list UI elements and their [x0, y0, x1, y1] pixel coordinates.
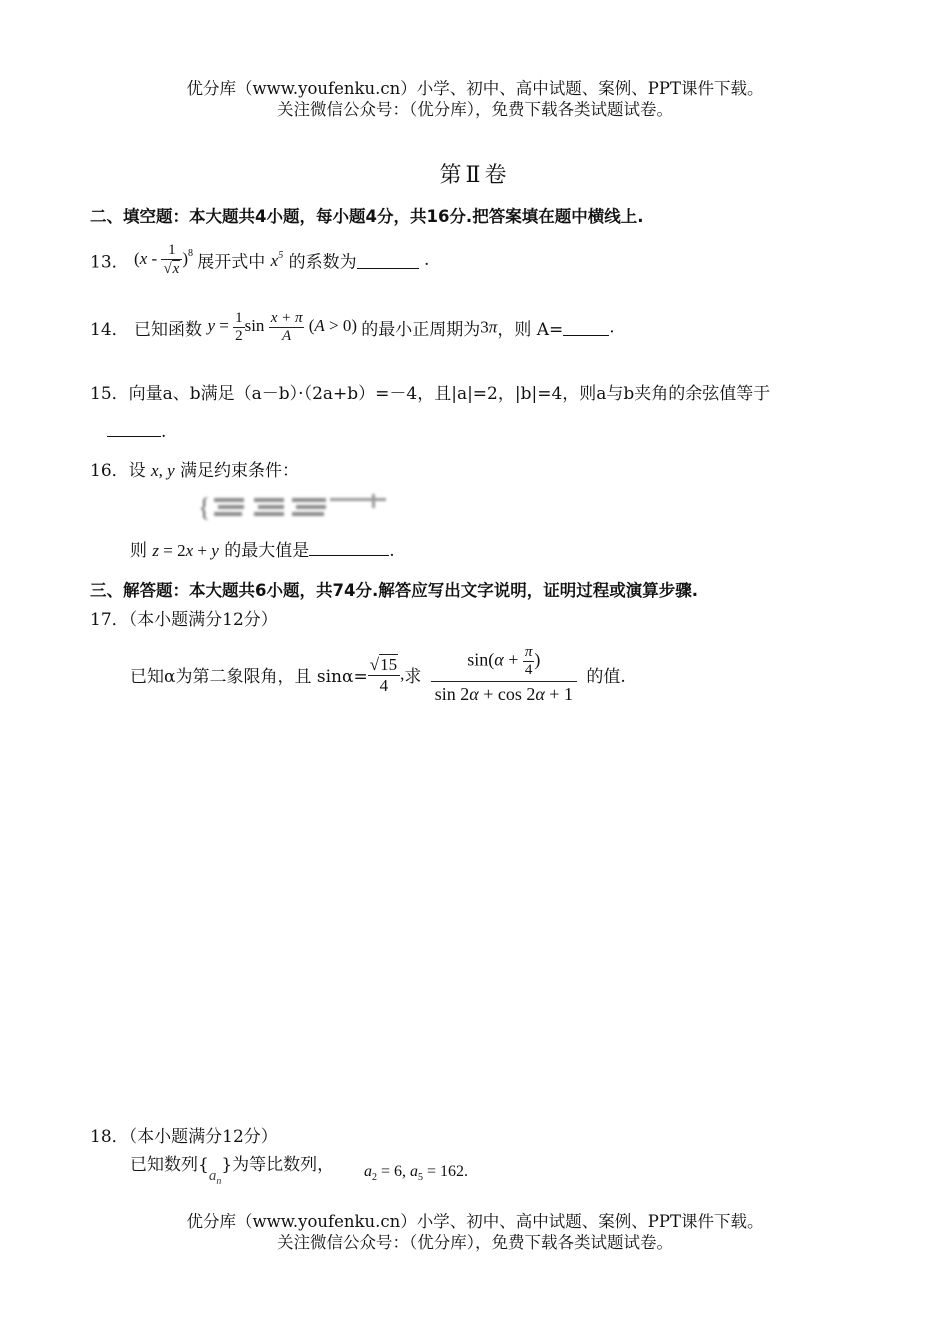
question-16-objective: z = 2x + y	[152, 541, 219, 560]
question-14-text-3: ，则 A=	[497, 320, 564, 340]
question-15-end: .	[161, 422, 167, 442]
question-15-text: 向量a、b满足（a－b）·（2a+b）=－4，且|a|=2，|b|=4，则a与b夹角的余弦值等于	[128, 384, 771, 404]
question-17-header	[90, 605, 278, 630]
question-16	[90, 456, 299, 481]
question-15	[90, 379, 770, 404]
header-line-1: 优分库（www.youfenku.cn）小学、初中、高中试题、案例、PPT课件下载。	[186, 79, 764, 98]
question-17-expression: sin(α + $\frac{\pi}{4}$ ) sin 2α + cos 2α + 1	[431, 644, 577, 705]
question-16-line-2	[130, 536, 395, 561]
question-13-formula: (x - $\frac{1}{√x}$ )$^8$	[134, 242, 194, 277]
section-3-heading: 三、解答题：本大题共6小题，共74分.解答应写出文字说明，证明过程或演算步骤.	[90, 581, 698, 600]
question-17-text-3: 的值.	[586, 667, 626, 687]
question-17-text-2: 求	[404, 667, 422, 687]
question-18-note: （本小题满分12分）	[128, 1127, 278, 1147]
header-line-2: 关注微信公众号：（优分库），免费下载各类试题试卷。	[277, 100, 673, 119]
answer-blank-14[interactable]	[563, 319, 609, 336]
question-14-period: 3π	[480, 317, 498, 337]
question-17-note: （本小题满分12分）	[128, 610, 278, 630]
footer-line-2: 关注微信公众号：（优分库），免费下载各类试题试卷。	[277, 1233, 673, 1252]
constraint-system-image	[196, 492, 396, 524]
question-13	[90, 242, 429, 298]
question-13-end: .	[424, 250, 430, 270]
question-18-number: 18．	[90, 1127, 129, 1147]
question-16-text-1: 设	[128, 461, 146, 481]
question-16-end: .	[389, 541, 395, 561]
question-18-text-2: }为等比数列，	[221, 1155, 335, 1175]
question-18-condition: $a_2 = 6$, $a_5 = 162$.	[364, 1163, 469, 1183]
question-17-text-1: 已知α为第二象限角，且 sinα=	[130, 667, 368, 687]
question-14-end: .	[609, 317, 615, 338]
question-16-number: 16．	[90, 461, 129, 481]
question-13-term: $x^5$	[270, 249, 284, 270]
question-18-header	[90, 1122, 278, 1147]
question-16-text-3: 则	[130, 541, 147, 561]
question-14-text-1: 已知函数	[134, 320, 203, 340]
question-15-number: 15．	[90, 384, 129, 404]
question-15-answer-line	[107, 420, 166, 442]
question-16-variables: x, y	[151, 461, 175, 480]
question-16-text-2: 满足约束条件：	[180, 461, 300, 481]
question-17-sin-value: $\frac{√15}{4}$	[368, 654, 400, 696]
question-18-text-1: 已知数列{	[130, 1155, 209, 1175]
question-13-text-1: 展开式中	[197, 252, 266, 273]
question-14-formula: y = $\frac{1}{2}$ sin $\frac{x + \pi}{A}$ (A > 0)	[207, 310, 362, 344]
question-18-body	[130, 1150, 335, 1187]
answer-blank-15[interactable]	[107, 420, 161, 437]
question-17-body: 已知α为第二象限角，且 sinα= $\frac{√15}{4}$ ,求 sin(α + $\frac{\pi}{4}$ ) sin 2α + cos 2α + 1 的值.	[130, 644, 626, 704]
question-17-number: 17．	[90, 610, 129, 630]
question-13-number: 13．	[90, 252, 129, 273]
footer-line-1: 优分库（www.youfenku.cn）小学、初中、高中试题、案例、PPT课件下载。	[186, 1212, 764, 1231]
section-2-heading: 二、填空题：本大题共4小题，每小题4分，共16分.把答案填在题中横线上.	[90, 207, 644, 226]
question-14-number: 14．	[90, 320, 129, 340]
page-title: 第Ⅱ卷	[439, 163, 511, 188]
question-14	[90, 310, 615, 364]
question-18-sequence: $a_n$	[208, 1168, 222, 1187]
svg-text:{: {	[198, 493, 211, 522]
question-13-text-2: 的系数为	[288, 252, 357, 273]
answer-blank-13[interactable]	[357, 252, 419, 269]
question-14-text-2: 的最小正周期为	[361, 320, 481, 340]
answer-blank-16[interactable]	[309, 539, 389, 556]
question-16-text-4: 的最大值是	[224, 541, 310, 561]
